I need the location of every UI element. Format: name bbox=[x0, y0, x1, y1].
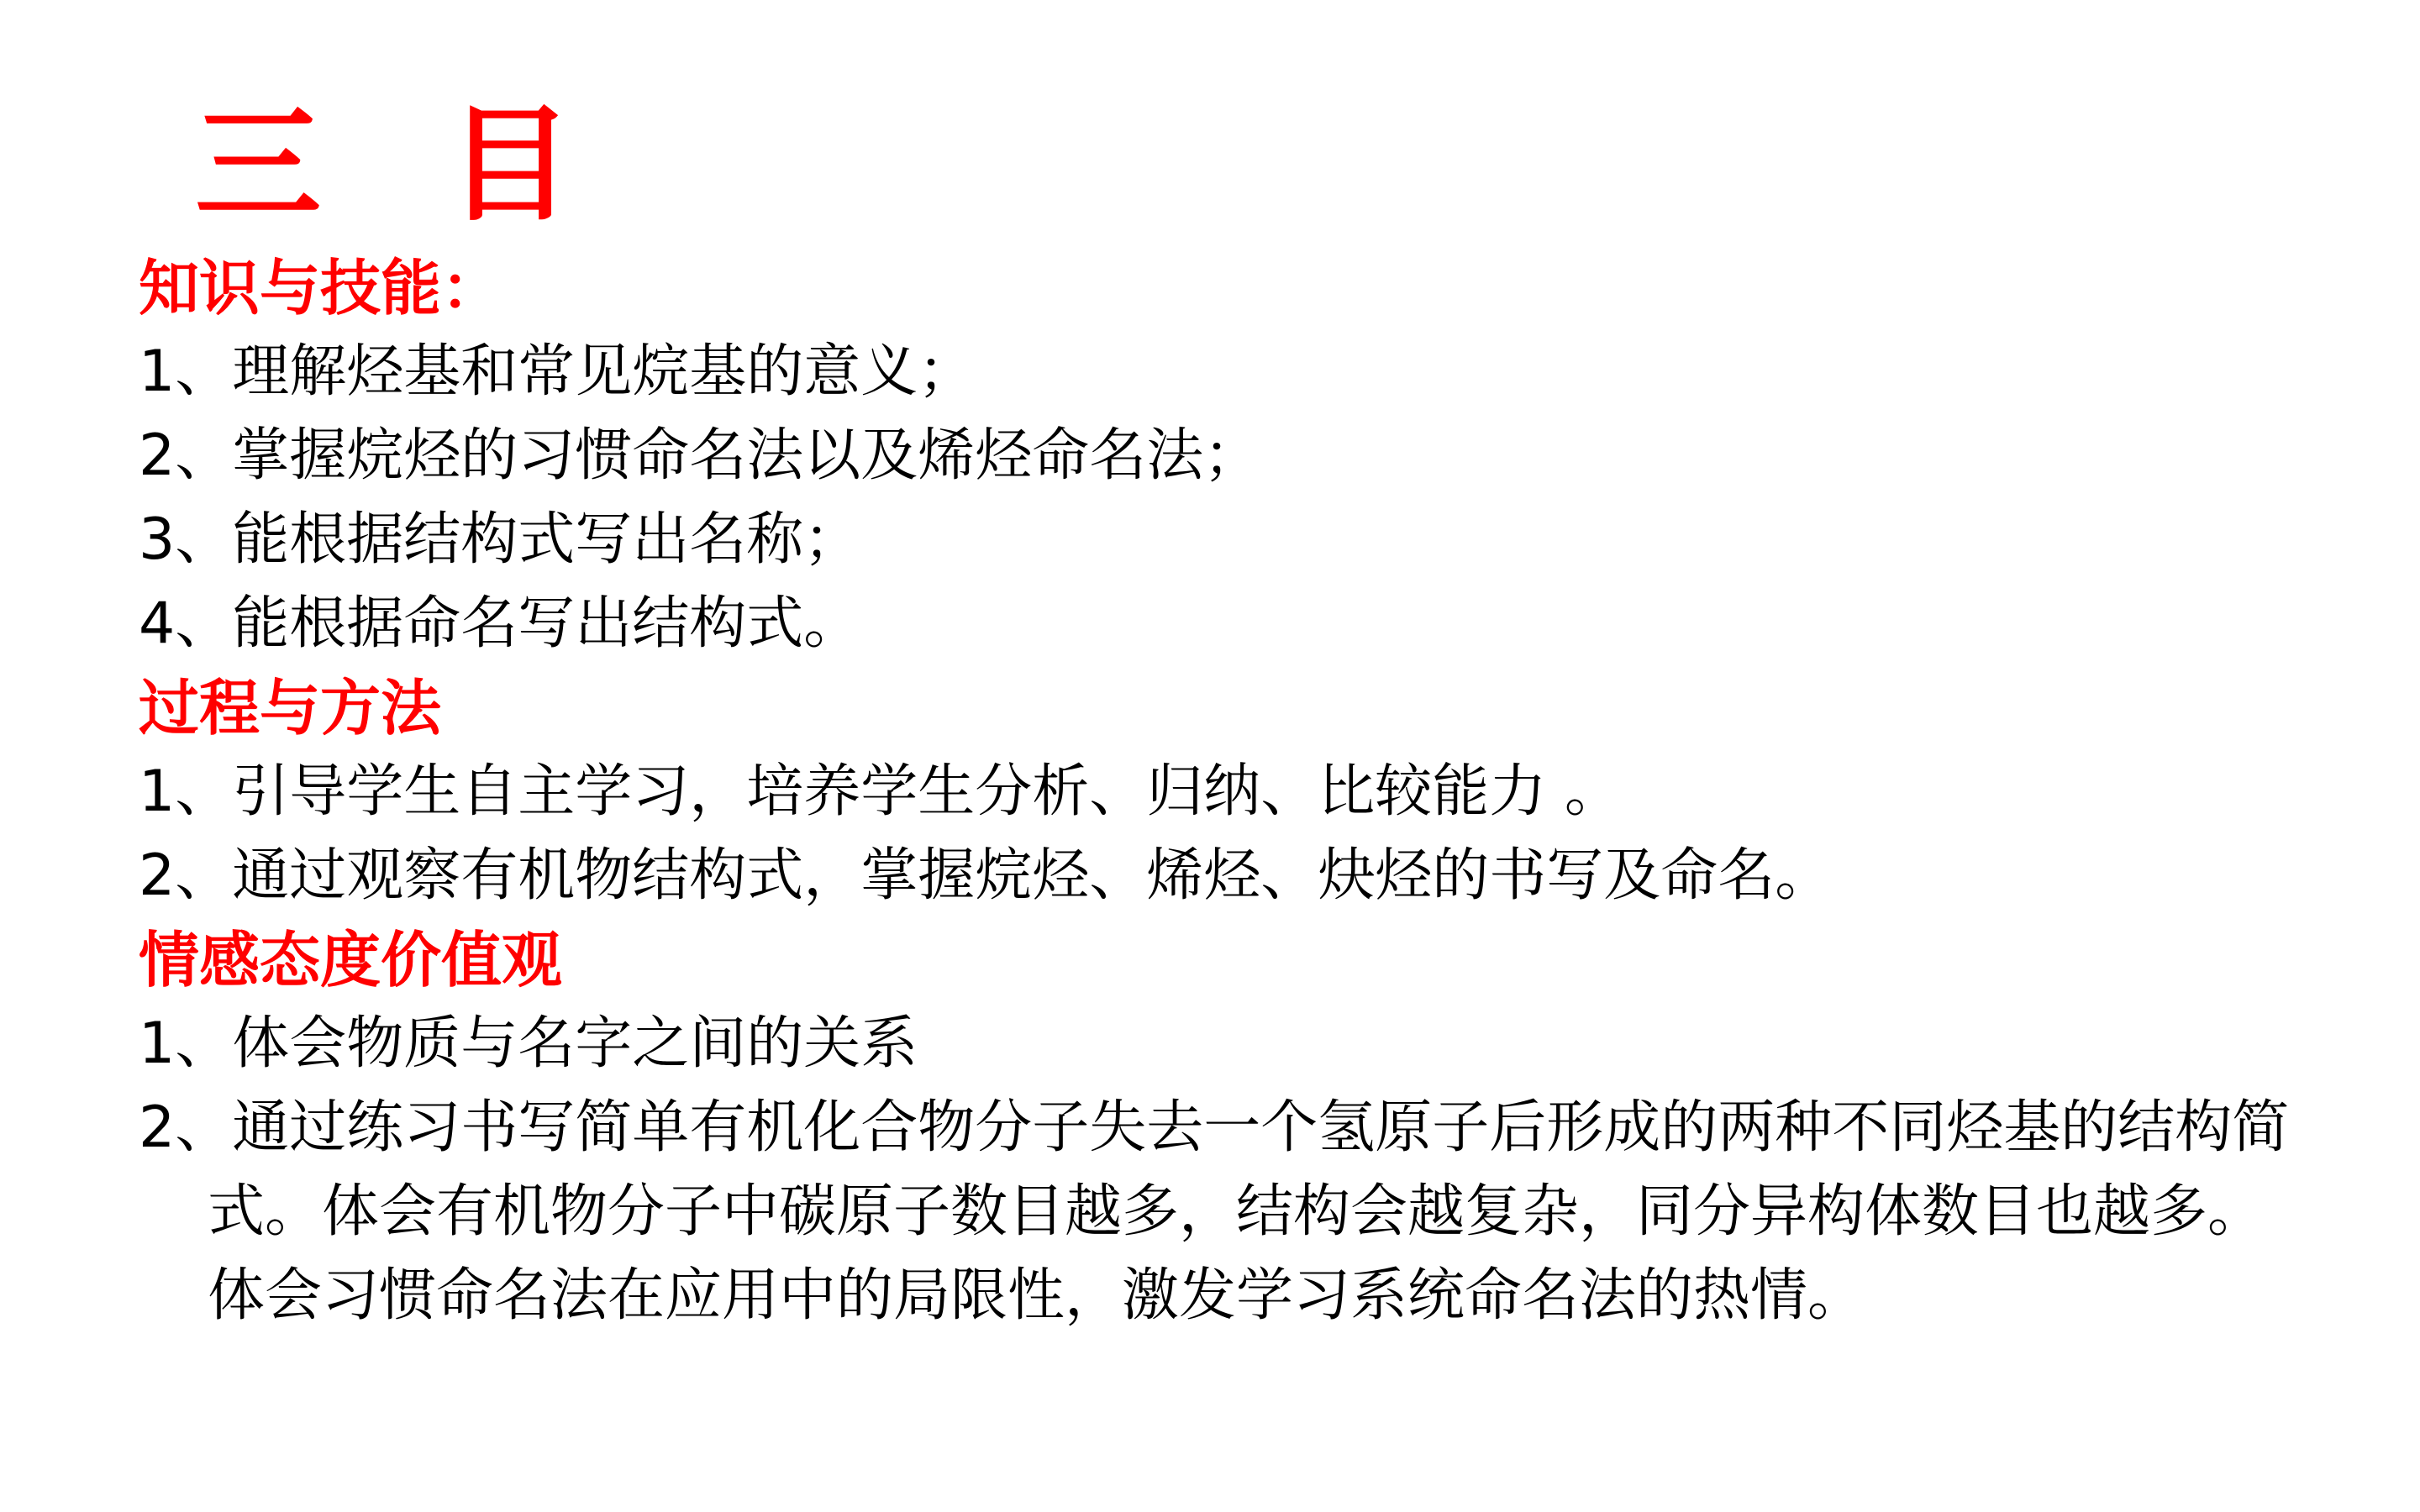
list-item: 1、引导学生自主学习，培养学生分析、归纳、比较能力 。 bbox=[139, 759, 1622, 825]
section-heading: 情感态度价值观 bbox=[139, 925, 563, 995]
list-item: 3、能根据结构式写出名称； bbox=[139, 507, 861, 573]
objectives-content bbox=[139, 246, 2290, 1338]
section-process-methods bbox=[139, 666, 2290, 918]
list-item: 2、通过观察有机物结构式，掌握烷烃、烯烃、炔烃的书写及命名。 bbox=[139, 843, 1833, 909]
list-item: 4、能根据命名写出结构式。 bbox=[139, 591, 861, 657]
section-knowledge-skills bbox=[139, 246, 2290, 666]
list-item: 1、理解烃基和常见烷基的意义； bbox=[139, 339, 976, 405]
list-item: 2、通过练习书写简单有机化合物分子失去一个氢原子后形成的两种不同烃基的结构简式。体会有机物分子中碳原子数目越多，结构会越复杂，同分异构体数目也越多。体会习惯命名法在应用中的局限性，激发学习系统命名法的热情。 bbox=[139, 1095, 2290, 1329]
list-item: 1、体会物质与名字之间的关系 bbox=[139, 1011, 918, 1077]
section-heading: 过程与方法 bbox=[139, 673, 442, 743]
title-char-2: 目 bbox=[447, 92, 574, 239]
slide-title bbox=[195, 94, 573, 237]
section-emotion-values bbox=[139, 918, 2290, 1338]
section-heading: 知识与技能： bbox=[139, 253, 502, 323]
title-char-1: 三 bbox=[195, 92, 322, 239]
list-item: 2、掌握烷烃的习惯命名法以及烯烃命名法； bbox=[139, 423, 1261, 489]
